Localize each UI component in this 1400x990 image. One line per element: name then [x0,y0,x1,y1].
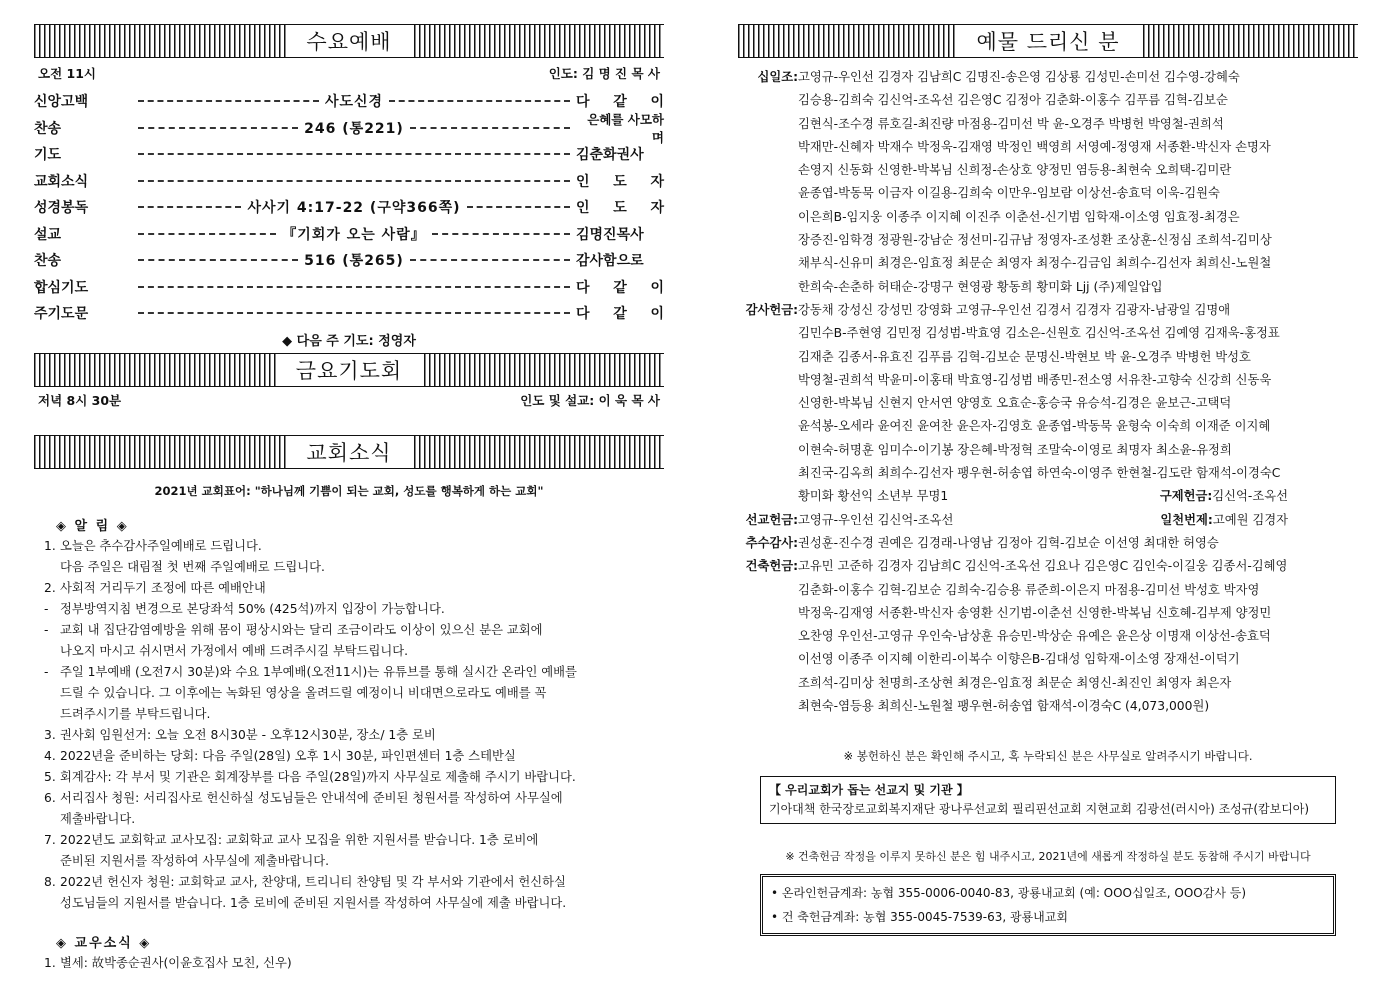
order-row [34,194,664,221]
harvest-label: 추수감사: [745,535,798,550]
news-line [44,620,664,641]
order-content: 246 (통221) [304,120,404,137]
worship-order [34,88,664,327]
build-group [738,555,1358,718]
news-line [44,683,664,704]
line-text: 성도님들의 지원서를 받습니다. 1층 로비에 준비된 지원서를 작성하여 사무실에 제출 바랍니다. [60,895,567,910]
announce-heading: ◈ 알 림 ◈ [56,518,129,534]
line-number: 6. [44,790,56,805]
names-line: 황미화 황선익 소년부 무명1 [798,489,949,504]
order-middle [132,118,576,138]
order-item: 주기도문 [34,306,89,323]
names-line: 이선영 이종주 이지혜 이한리-이복수 이향은B-김대성 임학재-이소영 장재선-이덕기 [798,652,1240,667]
mission-box [760,776,1336,824]
names-line: 윤종엽-박동묵 이금자 이길용-김희숙 이만우-임보람 이상선-송효덕 이욱-김원숙 [798,186,1220,201]
news-line [44,872,664,893]
names-line: 조희석-김미상 천명희-조상현 최경은-임효정 최문순 최영신-최진인 최영자 최은자 [798,675,1232,690]
order-middle [132,180,576,182]
tithe-names [798,66,1358,299]
line-number: - [44,601,49,616]
order-item: 설교 [34,226,62,243]
church-motto: 2021년 교회표어: "하나님께 기쁨이 되는 교회, 성도를 행복하게 하는 교회" [154,483,544,498]
names-line: 고유민 고준하 김경자 김남희C 김신억-조옥선 김요나 김은영C 김인숙-이길웅 김종서-김혜영 [798,559,1288,574]
mission-label: 선교헌금: [745,512,798,527]
wed-banner [34,24,664,58]
names-line: 김춘화-이홍수 김혁-김보순 김희숙-김승용 류준희-이은지 마점용-김미선 박성호 박자영 [798,582,1260,597]
line-text: 준비된 지원서를 작성하여 사무실에 제출바랍니다. [60,853,329,868]
confirm-note: ※ 봉헌하신 분은 확인해 주시고, 혹 누락되신 분은 사무실로 알려주시기 바랍니다. [843,749,1253,764]
next-week-prayer: ◆ 다음 주 기도: 정영자 [282,333,416,349]
names-line: 이현숙-허명훈 임미수-이기봉 장은혜-박정혁 조말숙-이영로 최명자 최소윤-유정희 [798,442,1232,457]
names-line: 장증진-임학경 정광원-강남순 정선미-김규남 정영자-조성환 조상훈-신정심 조희석-김미상 [798,233,1272,248]
line-number: - [44,622,49,637]
order-row [34,88,664,115]
news-line [44,746,664,767]
relief-row [738,485,1358,508]
thanks-label: 감사헌금: [745,302,798,317]
line-text: 주일 1부예배 (오전7시 30분)와 수요 1부예배(오전11시)는 유튜브를 통해 실시간 온라인 예배를 [60,664,577,679]
dash-leader [138,312,570,314]
names-line: 윤석봉-오세라 윤여진 윤여찬 윤은자-김영호 윤종엽-박동묵 윤형숙 이숙희 이재준 이지혜 [798,419,1271,434]
line-text: 드릴 수 있습니다. 그 이후에는 녹화된 영상을 올려드릴 예정이니 비대면으로라도 예배를 꼭 [60,685,547,700]
order-middle [132,197,576,217]
news-line [44,953,664,974]
relief-names: 김신억-조옥선 [1212,489,1288,504]
harvest-group [738,532,1358,555]
order-lead: 김명진목사 [576,226,644,243]
order-lead: 감사함으로 [576,253,644,270]
oneone-label: 일천번제: [1160,512,1213,527]
order-middle [132,91,576,111]
order-lead: 김춘화권사 [576,147,644,164]
wed-title: 수요예배 [286,25,411,57]
line-number: 1. [44,955,56,970]
news-line [44,536,664,557]
order-middle [132,153,576,155]
names-line: 최진국-김옥희 최희수-김선자 팽우현-허송엽 하연숙-이영주 한현철-김도란 함재석-이경숙C [798,466,1281,481]
fri-header-line [34,391,664,409]
member-news-heading: ◈ 교우소식 ◈ [56,935,152,951]
order-content: 『기회가 오는 사람』 [282,226,426,243]
dash-leader [138,127,298,129]
line-text: 제출바랍니다. [60,811,136,826]
dash-leader [389,100,570,102]
news-line [44,893,664,914]
order-row [34,274,664,301]
names-line: 박영철-권희석 박윤미-이홍태 박효영-김성범 배종민-전소영 서유찬-고향숙 신강희 신동욱 [798,372,1272,387]
news-line [44,725,664,746]
dash-leader [138,206,241,208]
line-text: 사회적 거리두기 조정에 따른 예배안내 [60,580,266,595]
left-page [34,0,664,974]
tithe-group [738,66,1358,299]
mission-box-title: 【 우리교회가 돕는 선교지 및 기관 】 [769,783,969,798]
order-row [34,300,664,327]
order-item: 교회소식 [34,173,89,190]
news-line [44,788,664,809]
dash-leader [410,259,570,261]
line-text: 2022년을 준비하는 당회: 다음 주일(28일) 오후 1시 30분, 파인편센터 1층 스테반실 [60,748,516,763]
news-line [44,851,664,872]
line-number: 3. [44,727,56,742]
line-text: 회계감사: 각 부서 및 기관은 회계장부를 다음 주일(28일)까지 사무실로 제출해 주시기 바랍니다. [60,769,576,784]
line-text: 서리집사 청원: 서리집사로 헌신하실 성도님들은 안내석에 준비된 청원서를 작성하여 사무실에 [60,790,563,805]
line-text: 오늘은 추수감사주일예배로 드립니다. [60,538,262,553]
order-middle [132,224,576,244]
news-line [44,578,664,599]
build-note: ※ 건축헌금 작정을 이루지 못하신 분은 힘 내주시고, 2021년에 새롭게 작정하실 분도 동참해 주시기 바랍니다 [785,850,1311,864]
dash-leader [467,206,570,208]
order-item: 신앙고백 [34,94,89,111]
online-account: • 온라인헌금계좌: 농협 355-0006-0040-83, 광룡내교회 (예: OOO십일조, OOO감사 등) [771,886,1247,901]
order-content: 516 (통265) [304,253,404,270]
member-news-list [34,953,664,974]
news-line [44,830,664,851]
build-names [798,555,1358,718]
line-text: 2022년 헌신자 청원: 교회학교 교사, 찬양대, 트리니티 찬양팀 및 각 부서와 기관에서 헌신하실 [60,874,566,889]
news-line [44,599,664,620]
names-line: 강동채 강성신 강성민 강영화 고영규-우인선 김경서 김경자 김광자-남광일 김명애 [798,302,1231,317]
wed-time: 오전 11시 [38,66,96,81]
offering-banner [738,24,1358,58]
names-line: 오찬영 우인선-고영규 우인숙-남상훈 유승민-박상순 유예은 윤은상 이명재 이상선-송효덕 [798,629,1271,644]
thanks-group [738,299,1358,509]
order-item: 합심기도 [34,279,89,296]
news-line [44,641,664,662]
names-line: 한희숙-손춘하 허태순-강명구 현영광 황동희 황미화 Ljj (주)제일압입 [798,279,1163,294]
oneone-names: 고예원 김경자 [1212,512,1288,527]
order-lead: 다 같 이 [576,279,664,296]
line-number: - [44,664,49,679]
news-line [44,704,664,725]
wed-header-line [34,64,664,82]
dash-leader [138,286,570,288]
mission-box-text: 기아대책 한국장로교회복지재단 광나루선교회 필리핀선교회 지현교회 김광선(러시아) 조성규(캄보디아) [769,802,1310,817]
fri-banner [34,353,664,387]
fri-time: 저녁 8시 30분 [38,392,122,408]
dash-leader [432,233,570,235]
names-line: 김승용-김희숙 김신억-조옥선 김은영C 김정아 김춘화-이홍수 김푸름 김혁-김보순 [798,93,1228,108]
names-line: 고영규-우인선 김경자 김남희C 김명진-송은영 김상룡 김성민-손미선 김수영-강혜숙 [798,70,1240,84]
order-middle [132,286,576,288]
names-line: 김현식-조수경 류호길-최진량 마점용-김미선 박 윤-오경주 박병헌 박영철-권희석 [798,116,1224,131]
news-line [44,662,664,683]
names-line: 김재춘 김종서-유효진 김푸름 김혁-김보순 문명신-박현보 박 윤-오경주 박병헌 박성호 [798,349,1251,364]
dash-leader [138,100,319,102]
line-number: 7. [44,832,56,847]
dash-leader [138,180,570,182]
news-line [44,767,664,788]
order-lead: 인 도 자 [576,173,664,190]
names-line: 박정욱-김재영 서종환-박신자 송영환 신기범-이춘선 신영한-박복님 신호혜-김부제 양정민 [798,605,1272,620]
dash-leader [410,127,570,129]
line-text: 드려주시기를 부탁드립니다. [60,706,211,721]
order-item: 기도 [34,147,62,164]
tithe-label: 십일조: [757,70,798,84]
order-middle [132,312,576,314]
order-item: 찬송 [34,253,62,270]
mission-names: 고영규-우인선 김신억-조옥선 [798,512,954,527]
harvest-names: 권성훈-진수경 권예은 김경래-나영남 김정아 김혁-김보순 이선영 최대한 허영승 [798,535,1219,550]
news-title: 교회소식 [286,436,411,468]
order-lead: 인 도 자 [576,200,664,217]
announcement-list [34,536,664,914]
dash-leader [138,259,298,261]
order-lead: 은혜를 사모하며 [587,111,664,145]
line-text: 교회 내 집단감염예방을 위해 몸이 평상시와는 달리 조금이라도 이상이 있으신 분은 교회에 [60,622,543,637]
line-text: 다음 주일은 대림절 첫 번째 주일예배로 드립니다. [60,559,325,574]
names-line: 신영한-박복님 신현지 안서연 양영호 오효순-홍승국 유승석-김경은 윤보근-고택덕 [798,396,1232,411]
order-item: 찬송 [34,120,62,137]
order-content: 사사기 4:17-22 (구약366쪽) [247,200,461,217]
names-line: 박재만-신혜자 박재수 박정욱-김재영 박정인 백영희 서영예-정영재 서종환-박신자 손명자 [798,139,1271,154]
mission-row [738,509,1358,532]
line-text: 정부방역지침 변경으로 본당좌석 50% (425석)까지 입장이 가능합니다. [60,601,445,616]
line-text: 권사회 임원선거: 오늘 오전 8시30분 - 오후12시30분, 장소/ 1층 로비 [60,727,436,742]
order-row [34,247,664,274]
line-number: 4. [44,748,56,763]
order-row [34,111,664,145]
dash-leader [138,153,570,155]
names-line: 최현숙-염등용 최희신-노원철 팽우현-허송엽 함재석-이경숙C (4,073,000원) [798,699,1210,714]
news-line [44,809,664,830]
build-account: • 건 축헌금계좌: 농협 355-0045-7539-63, 광룡내교회 [771,910,1068,925]
line-number: 8. [44,874,56,889]
order-row [34,168,664,195]
line-number: 1. [44,538,56,553]
order-item: 성경봉독 [34,200,89,217]
line-text: 나오지 마시고 쉬시면서 가정에서 예배 드려주시길 부탁드립니다. [60,643,409,658]
line-number: 2. [44,580,56,595]
offering-title: 예물 드리신 분 [956,25,1139,57]
wed-leader: 인도: 김 명 진 목 사 [548,66,660,81]
news-line [44,557,664,578]
relief-label: 구제헌금: [1159,489,1213,504]
names-line: 이은희B-임지웅 이종주 이지혜 이진주 이춘선-신기범 임학재-이소영 임효정-최경은 [798,209,1240,224]
order-lead: 다 같 이 [576,306,664,323]
thanks-names [798,299,1358,509]
order-row [34,141,664,168]
offering-list [738,66,1358,718]
account-box [760,874,1336,936]
right-page [738,0,1358,936]
names-line: 김민수B-주현영 김민정 김성범-박효영 김소은-신원호 김신억-조옥선 김예영 김재욱-홍정표 [798,326,1280,341]
line-text: 별세: 故박종순권사(이윤호집사 모친, 신우) [60,955,292,970]
dash-leader [138,233,276,235]
fri-title: 금요기도회 [276,354,422,386]
build-label: 건축헌금: [745,559,798,574]
line-number: 5. [44,769,56,784]
order-content: 사도신경 [324,94,384,111]
order-middle [132,250,576,270]
line-text: 2022년도 교회학교 교사모집: 교회학교 교사 모집을 위한 지원서를 받습니다. 1층 로비에 [60,832,539,847]
order-lead: 다 같 이 [576,94,664,111]
fri-leader: 인도 및 설교: 이 욱 목 사 [520,392,660,408]
names-line: 채부식-신유미 최경은-임효정 최문순 최영자 최정수-김금임 최희수-김선자 최희신-노원철 [798,256,1272,271]
names-line: 손영지 신동화 신영한-박복님 신희정-손상호 양정민 염등용-최현숙 오희택-김미란 [798,163,1232,178]
news-banner [34,435,664,469]
order-row [34,221,664,248]
